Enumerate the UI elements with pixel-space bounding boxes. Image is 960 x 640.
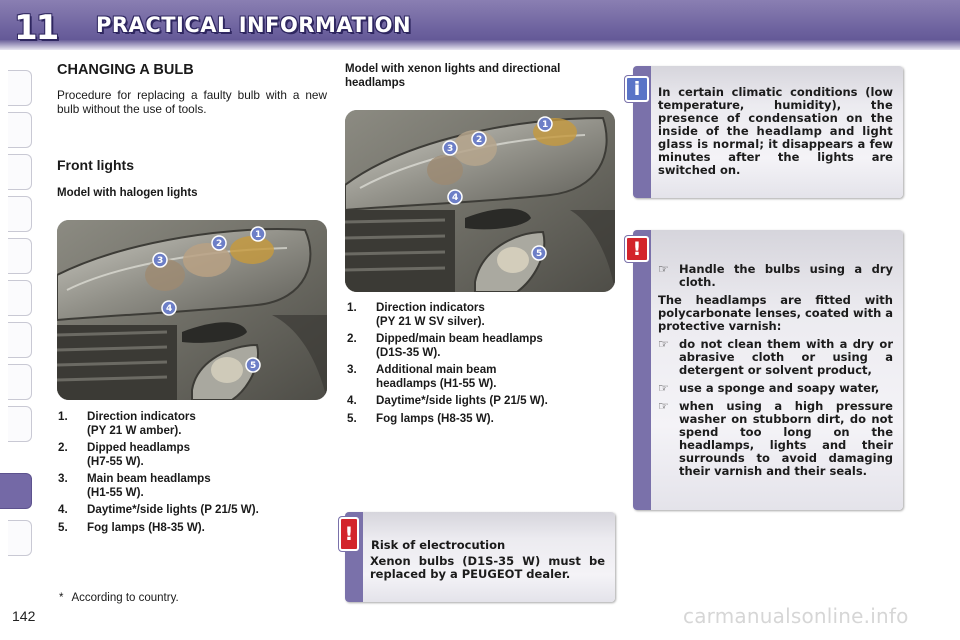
chapter-tab[interactable] bbox=[8, 70, 32, 106]
page-number: 142 bbox=[12, 608, 36, 624]
marker bbox=[532, 246, 546, 260]
list-item: 5. Fog lamps (H8-35 W). bbox=[347, 411, 494, 425]
chapter-title: PRACTICAL INFORMATION bbox=[96, 13, 412, 37]
xenon-bulb-list bbox=[347, 301, 617, 429]
chapter-tab[interactable] bbox=[8, 112, 32, 148]
chapter-tab[interactable] bbox=[8, 520, 32, 556]
svg-text:4: 4 bbox=[166, 304, 173, 314]
marker bbox=[472, 132, 486, 146]
list-item: 5. Fog lamps (H8-35 W). bbox=[58, 520, 205, 534]
warning-text: Xenon bulbs (D1S-35 W) must be replaced by a PEUGEOT dealer. bbox=[370, 554, 605, 581]
condensation-info-box bbox=[633, 66, 903, 198]
front-lights-heading: Front lights bbox=[57, 157, 134, 173]
svg-text:2: 2 bbox=[476, 135, 483, 145]
svg-text:3: 3 bbox=[447, 144, 454, 154]
warning-text bbox=[658, 263, 893, 483]
warning-icon: ! bbox=[339, 517, 359, 551]
note-accent-bar bbox=[633, 230, 651, 510]
pointing-hand-icon: ☞ bbox=[658, 399, 669, 413]
marker bbox=[251, 227, 265, 241]
list-item: 3. Additional main beam headlamps (H1-55 W). bbox=[347, 363, 497, 390]
halogen-headlamp-photo bbox=[57, 220, 327, 400]
list-item: 4. Daytime*/side lights (P 21/5 W). bbox=[347, 394, 548, 407]
marker bbox=[153, 253, 167, 267]
svg-text:3: 3 bbox=[157, 256, 164, 266]
info-icon: i bbox=[625, 76, 649, 102]
watermark: carmanualsonline.info bbox=[683, 604, 909, 628]
bulb-handling-warning-box bbox=[633, 230, 903, 510]
pointing-hand-icon: ☞ bbox=[658, 262, 669, 276]
list-item: 2. Dipped/main beam headlamps (D1S-35 W). bbox=[347, 332, 543, 359]
chapter-tab[interactable] bbox=[8, 364, 32, 400]
intro-paragraph: Procedure for replacing a faulty bulb with a new bulb without the use of tools. bbox=[57, 88, 327, 116]
page-header bbox=[0, 0, 960, 50]
marker bbox=[212, 236, 226, 250]
warning-paragraph: The headlamps are fitted with polycarbonate lenses, coated with a protective varnish: bbox=[658, 293, 894, 333]
svg-text:1: 1 bbox=[542, 120, 549, 130]
chapter-tab[interactable] bbox=[8, 322, 32, 358]
pointing-hand-icon: ☞ bbox=[658, 381, 669, 395]
bullet-item: ☞ use a sponge and soapy water, bbox=[658, 381, 880, 395]
header-shade bbox=[0, 40, 960, 50]
marker bbox=[443, 141, 457, 155]
list-item: 3. Main beam headlamps (H1-55 W). bbox=[58, 472, 211, 499]
halogen-bulb-list bbox=[58, 410, 333, 538]
bullet-item: ☞ when using a high pressure washer on stubborn dirt, do not spend too long on the headlamps, lights and their surrounds to avoid damaging their varnish and their seals. bbox=[658, 399, 893, 478]
marker bbox=[448, 190, 462, 204]
chapter-tab[interactable] bbox=[8, 238, 32, 274]
svg-text:2: 2 bbox=[216, 239, 223, 249]
list-item: 1. Direction indicators (PY 21 W SV silver). bbox=[347, 301, 485, 328]
chapter-tab-active[interactable] bbox=[0, 473, 32, 509]
xenon-headlamp-photo bbox=[345, 110, 615, 292]
chapter-number: 11 bbox=[14, 8, 58, 48]
xenon-heading: Model with xenon lights and directional headlamps bbox=[345, 63, 561, 89]
halogen-heading: Model with halogen lights bbox=[57, 187, 198, 199]
warning-icon: ! bbox=[625, 236, 649, 262]
list-item: 2. Dipped headlamps (H7-55 W). bbox=[58, 441, 191, 468]
marker bbox=[538, 117, 552, 131]
list-item: 4. Daytime*/side lights (P 21/5 W). bbox=[58, 503, 259, 516]
chapter-tab[interactable] bbox=[8, 406, 32, 442]
svg-text:4: 4 bbox=[452, 193, 459, 203]
footnote: * According to country. bbox=[59, 592, 179, 604]
svg-text:5: 5 bbox=[250, 361, 257, 371]
marker bbox=[162, 301, 176, 315]
bullet-item: ☞ Handle the bulbs using a dry cloth. bbox=[658, 262, 893, 289]
electrocution-warning-box bbox=[345, 512, 615, 602]
svg-text:5: 5 bbox=[536, 249, 543, 259]
chapter-tabs bbox=[0, 60, 36, 580]
svg-text:1: 1 bbox=[255, 230, 262, 240]
bullet-item: ☞ do not clean them with a dry or abrasive cloth or using a detergent or solvent product, bbox=[658, 337, 893, 377]
pointing-hand-icon: ☞ bbox=[658, 337, 669, 351]
info-text: In certain climatic conditions (low temperature, humidity), the presence of condensation on the inside of the headlamp and light glass is normal; it disappears a few minutes after the lights are switched on. bbox=[658, 85, 893, 177]
chapter-tab[interactable] bbox=[8, 154, 32, 190]
section-title: CHANGING A BULB bbox=[57, 62, 194, 78]
warning-title: Risk of electrocution bbox=[371, 538, 506, 552]
chapter-tab[interactable] bbox=[8, 196, 32, 232]
list-item: 1. Direction indicators (PY 21 W amber). bbox=[58, 410, 196, 437]
chapter-tab[interactable] bbox=[8, 280, 32, 316]
marker bbox=[246, 358, 260, 372]
